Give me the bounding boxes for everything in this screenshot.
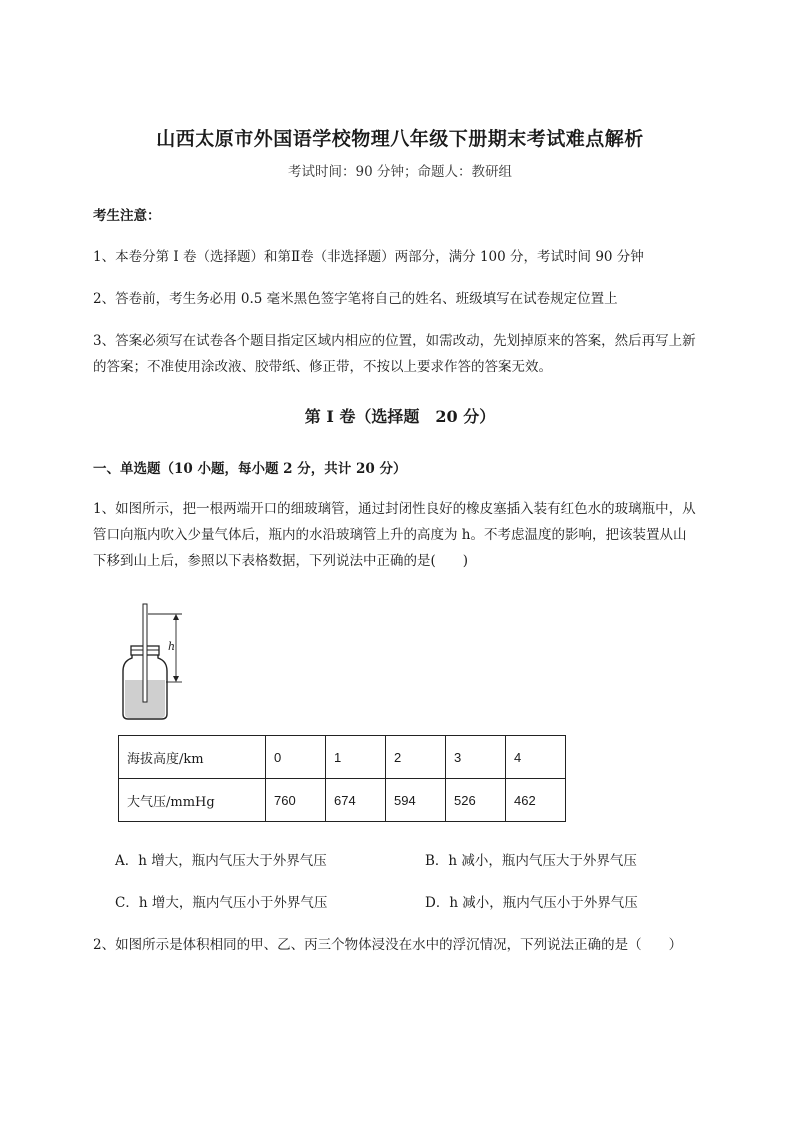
table-cell: 2 [386,736,446,779]
table-cell: 大气压/mmHg [119,779,266,822]
table-cell: 海拔高度/km [119,736,266,779]
notice-item: 的答案；不准使用涂改液、胶带纸、修正带，不按以上要求作答的答案无效。 [93,359,552,375]
table-cell: 462 [506,779,566,822]
table-cell: 674 [326,779,386,822]
table-cell: 594 [386,779,446,822]
table-cell: 526 [446,779,506,822]
section-title: 第 I 卷（选择题 20 分） [304,407,496,426]
option-c: C．h 增大，瓶内气压小于外界气压 [115,895,328,911]
question-2-text: 2、如图所示是体积相同的甲、乙、丙三个物体浸没在水中的浮沉情况，下列说法正确的是（ ） [93,937,683,953]
option-d: D．h 减小，瓶内气压小于外界气压 [425,895,638,911]
question-1-text: 1、如图所示，把一根两端开口的细玻璃管，通过封闭性良好的橡皮塞插入装有红色水的玻璃瓶中，从 [93,501,696,517]
notice-item: 3、答案必须写在试卷各个题目指定区域内相应的位置，如需改动，先划掉原来的答案，然后再写上新 [93,333,696,349]
bottle-figure [110,598,200,724]
bottle-diagram [110,598,200,724]
notice-heading: 考生注意： [93,208,161,224]
table-cell: 760 [266,779,326,822]
page-title: 山西太原市外国语学校物理八年级下册期末考试难点解析 [156,128,644,150]
table-cell: 3 [446,736,506,779]
table-cell: 1 [326,736,386,779]
notice-item: 2、答卷前，考生务必用 0.5 毫米黑色签字笔将自己的姓名、班级填写在试卷规定位置上 [93,291,618,307]
table-cell: 0 [266,736,326,779]
exam-info: 考试时间：90 分钟；命题人：教研组 [288,164,512,180]
part-heading: 一、单选题（10 小题，每小题 2 分，共计 20 分） [93,461,407,477]
option-b: B．h 减小，瓶内气压大于外界气压 [425,853,637,869]
option-a: A．h 增大，瓶内气压大于外界气压 [115,853,327,869]
height-label: h [168,640,176,653]
altitude-pressure-table [118,735,566,822]
table-row [119,736,566,779]
question-1-text: 下移到山上后，参照以下表格数据，下列说法中正确的是( ) [93,553,469,569]
table-cell: 4 [506,736,566,779]
question-1-text: 管口向瓶内吹入少量气体后，瓶内的水沿玻璃管上升的高度为 h。不考虑温度的影响，把该装置从山 [93,527,687,543]
glass-tube [143,604,147,702]
notice-item: 1、本卷分第 I 卷（选择题）和第Ⅱ卷（非选择题）两部分，满分 100 分，考试时间 90 分钟 [93,249,644,265]
table-row [119,779,566,822]
